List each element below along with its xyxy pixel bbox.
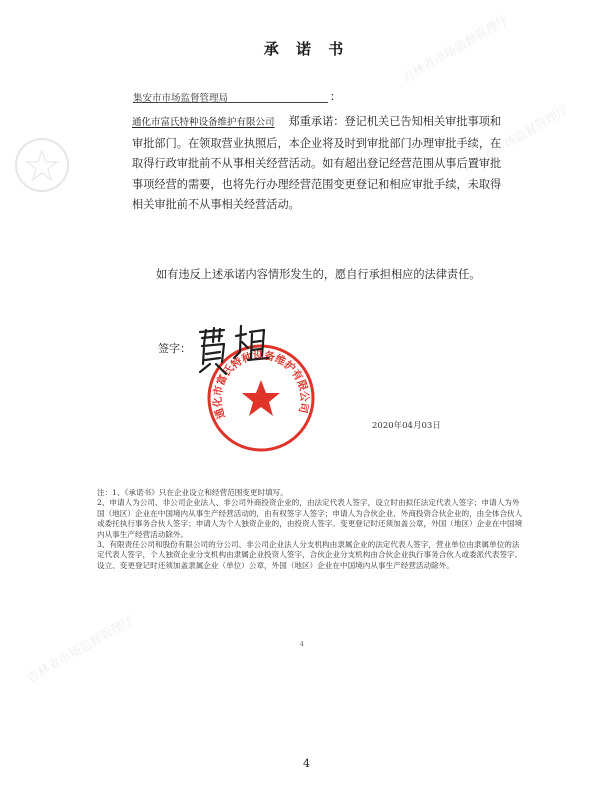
inner-page-number: 4 — [300, 641, 304, 648]
seal-text: 通化市富氏特种设备维护有限公司 — [211, 349, 311, 421]
signature-label: 签字： — [158, 342, 191, 355]
company-name: 通化市富氏特种设备维护有限公司 — [132, 117, 275, 128]
liability-paragraph — [132, 265, 502, 286]
commitment-text: 郑重承诺：登记机关已告知相关审批事项和审批部门。在领取营业执照后，本企业将及时到审批部门办理审批手续，在取得行政审批前不从事相关经营活动。如有超出登记经营范围从事后置审批事项经营的需要，也将先行办理经营范围变更登记和相应审批手续，未取得相关审批前不从事相关经营活动。 — [132, 115, 502, 211]
commitment-paragraph — [132, 112, 502, 216]
page-number: 4 — [303, 757, 310, 770]
date: 2020年04月03日 — [372, 421, 441, 431]
note-item: 2、申请人为公司、非公司企业法人、非公司外商投资企业的，由法定代表人签字，设立时由拟任法定代表人签字；申请人为外国（地区）企业在中国境内从事生产经营活动的，由有权签字人签字；申请人为合伙企业、外商投资合伙企业的，由全体合伙人或委托执行事务合伙人签字；申请人为个人独资企业的，由投资人签字。变更登记时还须加盖公章，外国（地区）企业在中国境内从事生产经营活动除外。 — [97, 498, 523, 539]
watermark-text: 吉林省市场监督管理厅 — [399, 12, 511, 85]
addressee: 集安市市场监督管理局 — [133, 93, 229, 104]
handwritten-signature — [194, 322, 270, 378]
watermark-text: 吉林省市场监督管理厅 — [24, 612, 136, 685]
page-title: 承 诺 书 — [263, 40, 350, 58]
watermark-seal-icon — [12, 135, 72, 195]
liability-text: 如有违反上述承诺内容情形发生的，愿自行承担相应的法律责任。 — [156, 268, 481, 281]
addressee-underline — [133, 102, 328, 103]
note-item: 3、有限责任公司和股份有限公司的分公司、非公司企业法人分支机构由隶属企业的法定代表人签字，营业单位由隶属单位的法定代表人签字，个人独资企业分支机构由隶属企业投资人签字，合伙企业分支机构由合伙企业执行事务合伙人或委派代表签字。设立、变更登记时还须加盖隶属企业（单位）公章，外国（地区）企业在中国境内从事生产经营活动除外。 — [97, 540, 523, 570]
note-item: 注：1、《承诺书》只在企业设立和经营范围变更时填写。 — [97, 488, 288, 497]
notes-section — [97, 488, 524, 571]
addressee-colon: ： — [330, 90, 341, 103]
watermark-text: 吉林省市场监督管理厅 — [459, 102, 571, 175]
